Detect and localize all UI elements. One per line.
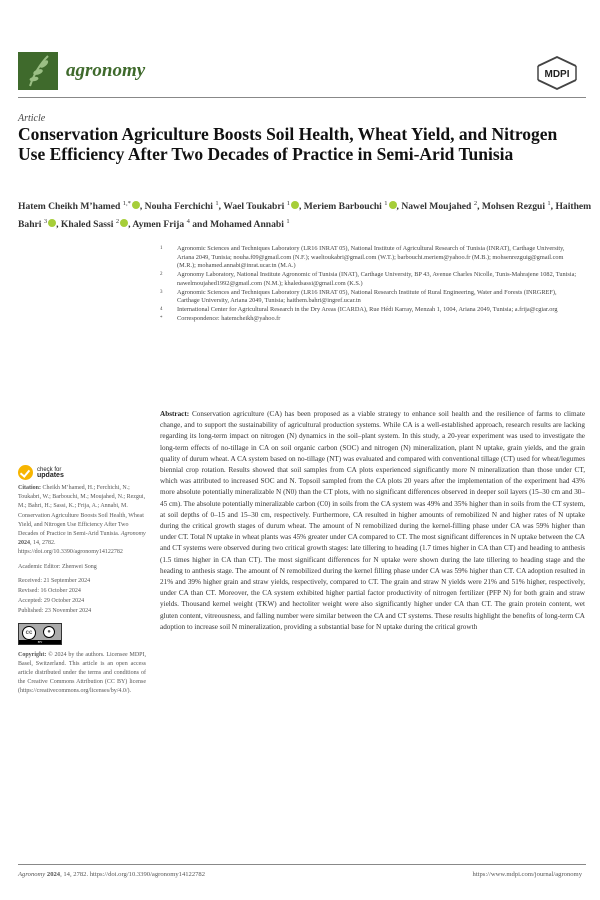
check-updates-line2: updates xyxy=(37,471,64,479)
affiliation-text: Agronomic Sciences and Techniques Laboratory (LR16 INRAT 05), National Research Institute of Rural Engineering, Water and Forests (INRGREF), Carthage University, Ariana 2049, Tunisia; haithem.bahri@ingref.ucar.tn xyxy=(177,288,557,304)
affiliation-text: Agronomy Laboratory, National Institute Agronomic of Tunisia (INAT), Carthage University, BP 43, Avenue Charles Nicolle, Tunis-Mahrajene 1082, Tunisia; nawelmoujahed1992@gmail.com (N.M.); khaledsassi@gmail.com (K.S.) xyxy=(177,271,577,287)
author-name: Nouha Ferchichi xyxy=(144,201,213,213)
author-separator: and xyxy=(189,219,211,231)
copyright-label: Copyright: xyxy=(18,651,47,658)
affiliation-number: * xyxy=(160,316,163,321)
author-affiliation-marker: 2 xyxy=(115,218,120,226)
copyright-text: © 2024 by the authors. Licensee MDPI, Basel, Switzerland. This article is an open access article distributed under the terms and conditions of the Creative Commons Attribution (CC BY) license (https://creativecommons.org/licenses/by/4.0/). xyxy=(18,651,147,695)
person-icon: ● xyxy=(43,626,55,638)
cc-icon: cc xyxy=(22,626,36,640)
affiliation-text: Agronomic Sciences and Techniques Laboratory (LR16 INRAT 05), National Institute of Agricultural Research of Tunisia (INRAT), Carthage University, Ariana 2049, Tunisia; nouha.f09@gmail.com (N.F.); waeltoukabri@gmail.com (W.T.); barbouchi.meriem@yahoo.fr (M.B.); mohsenrezguig@gmail.com (M.R.); mohamed.annabi@inrat.ucar.tn (M.A.) xyxy=(177,245,565,269)
author-name: Khaled Sassi xyxy=(60,219,114,231)
correspondence-text: Correspondence: hatemcheikh@yahoo.fr xyxy=(177,315,281,322)
author-affiliation-marker: 1 xyxy=(286,218,290,226)
author-separator: , xyxy=(128,219,133,231)
author-affiliation-marker: 2 xyxy=(473,200,478,207)
correspondence xyxy=(160,315,580,324)
author xyxy=(132,219,210,230)
affiliation-text: International Center for Agricultural Research in the Dry Areas (ICARDA), Rue Hédi Karray, Menzah 1, 1004, Ariana 2049, Tunisia; a.frija@cgiar.org xyxy=(177,306,558,313)
author-list xyxy=(18,196,593,232)
author-affiliation-marker: 1 xyxy=(215,200,219,207)
journal-header xyxy=(18,50,588,94)
author xyxy=(210,219,290,230)
orcid-icon[interactable] xyxy=(48,219,56,227)
affiliation-number: 1 xyxy=(160,246,163,251)
author-separator: , xyxy=(298,201,304,213)
check-updates-line1: check for xyxy=(37,466,62,473)
date-accepted: Accepted: 29 October 2024 xyxy=(18,598,85,605)
affiliation-item xyxy=(160,306,580,315)
publication-dates xyxy=(18,577,146,617)
academic-editor: Academic Editor: Zhenwei Song xyxy=(18,563,97,570)
affiliation-number: 4 xyxy=(160,307,163,312)
article-type: Article xyxy=(18,113,46,124)
author-name: Nawel Moujahed xyxy=(401,201,472,213)
footer-journal: Agronomy xyxy=(18,871,46,878)
affiliations xyxy=(160,245,580,324)
article-title: Conservation Agriculture Boosts Soil Health, Wheat Yield, and Nitrogen Use Efficiency After Two Decades of Practice in Semi-Arid Tunisia xyxy=(18,124,558,164)
abstract-text: Conservation agriculture (CA) has been proposed as a viable strategy to enhance soil health and the resilience of farms to climate change, and to support the sustainability of agricultural production systems. While CA is a well-established approach, research results are lacking regarding its long-term impact on nitrogen (N) dynamics in the soil–plant system. In this study, a 20-year experiment was used to investigate the long-term effects of no-tillage in CA on soil organic carbon (SOC) and nitrogen (N) mineralization, plant N uptake, grain yields, and the grain quality of durum wheat. A CA system based on no-tillage (NT) was evaluated and compared with conventional tillage (CT) used for wheat/legumes biennial crop rotation. Results showed that soil samples from CA plots experienced significantly more N mineralization than those under CT, which was attributed to increased SOC and N. Topsoil sampled from the CA plots 20 years after the implementation of the experiment had 43% more absolute potentially mineralizable N (N0) than the CT plots, with no significant differences observed in deeper soil layers (15–30 cm and 30–45 cm). The absolute potentially mineralizable carbon (C0) in soils from the CA system was 49% and 35% higher than in soils from the CT system, at soil depths of 0–15 and 15–30 cm, respectively. Furthermore, CA resulted in higher amounts of remobilized N and higher rates of N uptake during the critical growth stages of durum wheat. The amount of N remobilized during the kernel-filling phase under CA was 59% higher than under CT. Total N uptake in wheat plants was 45% greater under CA compared to CT. The most significant differences in N uptake between the CA and CT systems were observed during two critical growth stages: late tillering to heading (1.7 times higher in CA than CT) and heading to anthesis (1.5 times higher in CA than CT). The most significant differences for N uptake were shown during the late tillering to heading stage and the heading to anthesis stage. The amount of N remobilized during the kernel filling phase under CA was 59% higher than CT. CA adoption resulted in 21% and 39% higher grain and straw yields, respectively, compared to CT. The grain and straw N yields were 21% and 51% higher, respectively, under CA than CT. Moreover, the CA system exhibited higher partial factor productivity of nitrogen fertilizer (PFP N) for both grain and straw yields. Thousand kernel weight (TKW) and hectoliter weight were also significantly higher under CA than CT. The grain protein content, wet gluten content, vitreousness, and falling number were similar between the CA and CT systems. These results highlight the benefits of long-term CA adoption to increase soil N mineralization, providing a substantial base for N uptake during the critical growth xyxy=(160,410,586,631)
author-separator: , xyxy=(550,201,556,213)
footer-journal-url[interactable]: https://www.mdpi.com/journal/agronomy xyxy=(472,871,582,878)
author-name: Aymen Frija xyxy=(132,219,185,231)
footer-doi-link[interactable]: , 14, 2782. https://doi.org/10.3390/agronomy14122782 xyxy=(60,871,206,878)
author xyxy=(61,219,132,230)
author-name: Wael Toukabri xyxy=(223,201,285,213)
footer-divider xyxy=(160,864,586,865)
affiliation-number: 3 xyxy=(160,289,163,295)
mdpi-logo xyxy=(534,54,580,92)
author xyxy=(145,201,224,212)
affiliation-item xyxy=(160,289,580,306)
author-name: Meriem Barbouchi xyxy=(303,201,382,213)
journal-name: agronomy xyxy=(66,60,146,81)
by-label: BY xyxy=(19,640,61,644)
author-affiliation-marker: 1 xyxy=(286,200,290,207)
author-affiliation-marker: 3 xyxy=(43,218,48,226)
author-separator: , xyxy=(56,219,61,231)
author-separator: , xyxy=(139,201,145,213)
article-sidebar xyxy=(18,465,146,702)
author-affiliation-marker: 1 xyxy=(384,200,388,207)
abstract-label: Abstract: xyxy=(160,410,190,418)
orcid-icon[interactable] xyxy=(120,219,128,227)
date-received: Received: 21 September 2024 xyxy=(18,577,91,584)
author-affiliation-marker: 1 xyxy=(547,200,551,207)
header-divider xyxy=(18,97,586,98)
citation-text: Cheikh M’hamed, H.; Ferchichi, N.; Toukabri, W.; Barbouchi, M.; Moujahed, N.; Rezgui, M.; Bahri, H.; Sassi, K.; Frija, A.; Annabi, M. Conservation Agriculture Boosts Soil Health, Wheat Yield, and Nitrogen Use Efficiency After Two Decades of Practice in Semi-Arid Tunisia. xyxy=(18,485,146,538)
copyright xyxy=(18,651,146,697)
author xyxy=(482,201,556,212)
date-published: Published: 23 November 2024 xyxy=(18,608,92,615)
affiliation-item xyxy=(160,271,580,288)
affiliation-item xyxy=(160,245,580,271)
affiliation-number: 2 xyxy=(160,272,163,277)
footer-year: 2024 xyxy=(46,871,61,878)
citation xyxy=(18,484,146,558)
checkmark-icon xyxy=(18,465,33,480)
author-affiliation-marker: 4 xyxy=(186,218,190,226)
orcid-icon[interactable] xyxy=(132,201,140,209)
author-name: Mohamed Annabi xyxy=(210,219,284,231)
author xyxy=(223,201,304,212)
author-name: Haithem Bahri xyxy=(18,201,592,231)
citation-label: Citation: xyxy=(18,485,41,491)
author-name: Mohsen Rezgui xyxy=(481,201,546,213)
check-for-updates-button[interactable] xyxy=(18,465,146,480)
mdpi-logo-text: MDPI xyxy=(544,69,570,80)
author xyxy=(401,201,482,212)
citation-journal: Agronomy xyxy=(120,531,146,538)
author-affiliation-marker: 1,* xyxy=(122,200,131,207)
footer-citation xyxy=(18,871,205,878)
journal-logo-icon xyxy=(18,52,58,90)
cc-by-license-badge[interactable] xyxy=(18,623,62,645)
citation-doi[interactable]: , 14, 2782. https://doi.org/10.3390/agronomy14122782 xyxy=(18,540,123,556)
orcid-icon[interactable] xyxy=(389,201,397,209)
author-separator: , xyxy=(396,201,402,213)
author-separator: , xyxy=(477,201,482,213)
orcid-icon[interactable] xyxy=(291,201,299,209)
citation-year: 2024 xyxy=(18,540,30,547)
author xyxy=(18,201,145,212)
author-separator: , xyxy=(218,201,224,213)
date-revised: Revised: 16 October 2024 xyxy=(18,588,81,595)
author xyxy=(304,201,402,212)
author-name: Hatem Cheikh M’hamed xyxy=(18,201,121,213)
abstract xyxy=(160,409,585,633)
